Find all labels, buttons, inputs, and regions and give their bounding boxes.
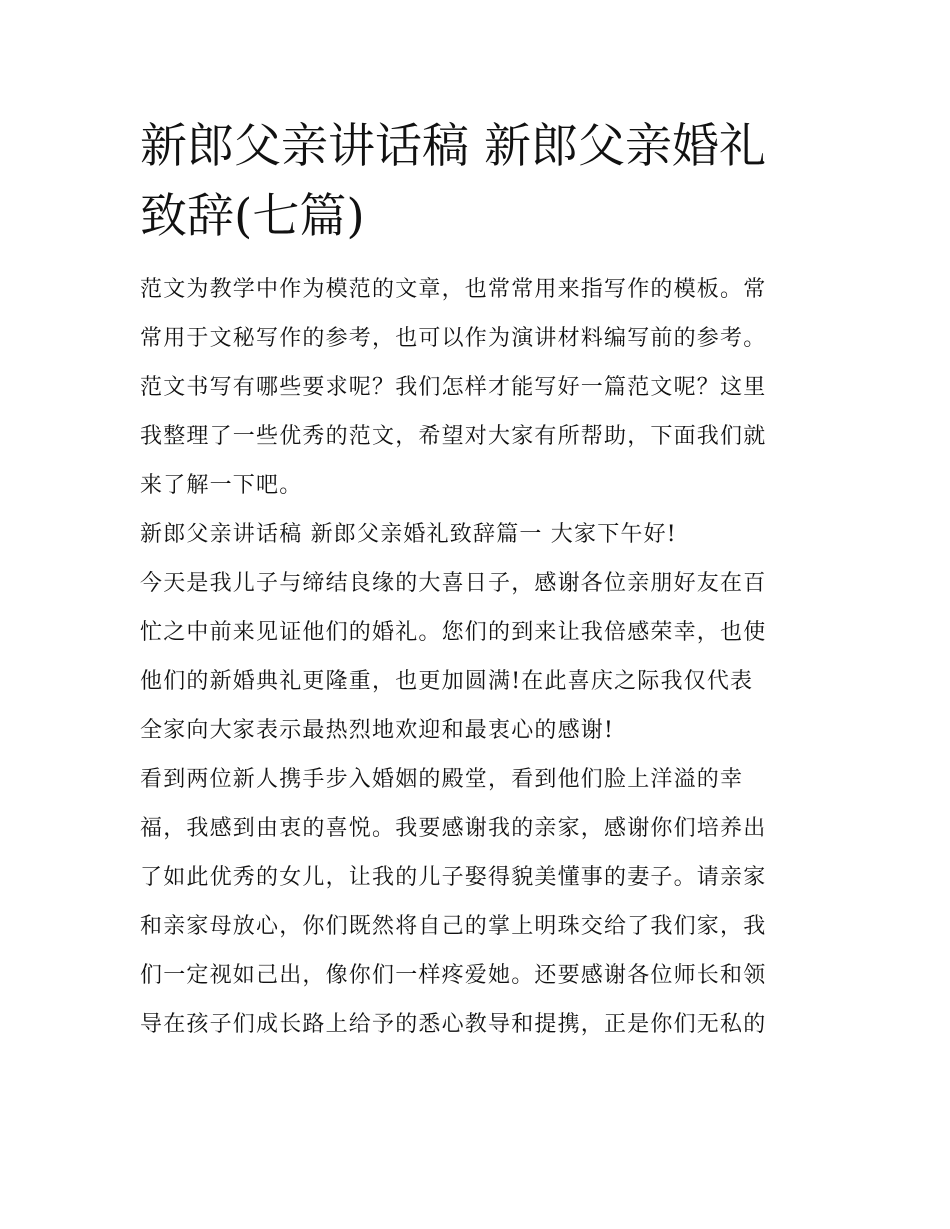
- title-line: 致辞(七篇): [140, 189, 365, 244]
- body-line: 福，我感到由衷的喜悦。我要感谢我的亲家，感谢你们培养出: [140, 816, 767, 841]
- body-line: 今天是我儿子与缔结良缘的大喜日子，感谢各位亲朋好友在百: [140, 571, 767, 596]
- body-line: 范文书写有哪些要求呢？我们怎样才能写好一篇范文呢？这里: [140, 375, 767, 400]
- document-title: [140, 112, 812, 252]
- body-line: 和亲家母放心，你们既然将自己的掌上明珠交给了我们家，我: [140, 914, 767, 939]
- body-line: 忙之中前来见证他们的婚礼。您们的到来让我倍感荣幸，也使: [140, 620, 767, 645]
- body-line: 我整理了一些优秀的范文，希望对大家有所帮助，下面我们就: [140, 424, 767, 449]
- document-body: [140, 272, 812, 1042]
- title-line: 新郎父亲讲话稿 新郎父亲婚礼: [140, 119, 766, 174]
- body-line: 们一定视如己出，像你们一样疼爱她。还要感谢各位师长和领: [140, 963, 767, 988]
- body-line: 全家向大家表示最热烈地欢迎和最衷心的感谢!: [140, 718, 615, 743]
- document-page: [140, 112, 812, 1056]
- section-heading-line: 新郎父亲讲话稿 新郎父亲婚礼致辞篇一 大家下午好!: [140, 522, 677, 547]
- body-line: 常用于文秘写作的参考，也可以作为演讲材料编写前的参考。: [140, 326, 767, 351]
- body-line: 他们的新婚典礼更隆重，也更加圆满!在此喜庆之际我仅代表: [140, 669, 754, 694]
- body-line: 了如此优秀的女儿，让我的儿子娶得貌美懂事的妻子。请亲家: [140, 865, 767, 890]
- body-line: 来了解一下吧。: [140, 473, 303, 498]
- body-line: 导在孩子们成长路上给予的悉心教导和提携，正是你们无私的: [140, 1012, 767, 1037]
- body-line: 看到两位新人携手步入婚姻的殿堂，看到他们脸上洋溢的幸: [140, 767, 744, 792]
- body-line: 范文为教学中作为模范的文章，也常常用来指写作的模板。常: [140, 277, 767, 302]
